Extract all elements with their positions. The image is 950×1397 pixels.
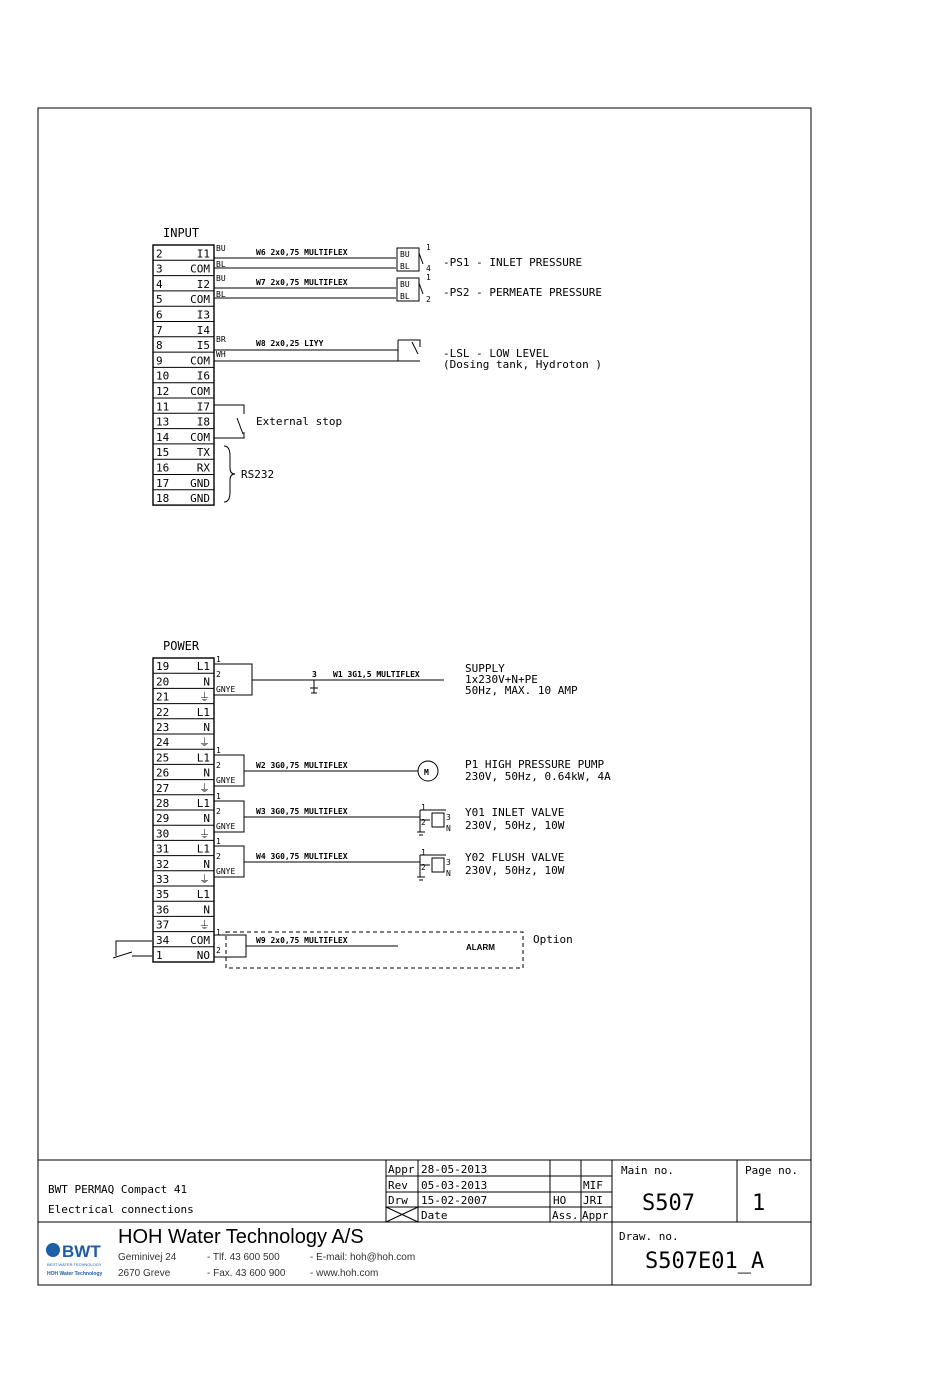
w7-bu: BU <box>216 274 226 283</box>
valve1-coil-n: N <box>446 824 451 833</box>
power-terminal-label: ⏚ <box>199 781 210 795</box>
bwt-logo-icon <box>46 1243 60 1257</box>
ps2-pin2: 2 <box>426 295 431 304</box>
supply-gnye: GNYE <box>216 685 236 694</box>
w4-label: W4 3G0,75 MULTIFLEX <box>256 852 348 861</box>
main-no-label: Main no. <box>621 1164 674 1177</box>
rev-initials: MIF <box>583 1179 603 1192</box>
power-terminal-number: 29 <box>156 812 170 826</box>
power-terminal-label: L1 <box>196 888 210 902</box>
power-terminal-label: L1 <box>196 842 210 856</box>
w6-bl: BL <box>216 260 226 269</box>
alarm-pin2: 2 <box>216 946 221 955</box>
ps2-label: -PS2 - PERMEATE PRESSURE <box>443 286 602 299</box>
tb-cross <box>386 1207 418 1222</box>
power-terminal-label: ⏚ <box>199 736 210 750</box>
draw-no-label: Draw. no. <box>619 1230 679 1243</box>
input-title: INPUT <box>163 226 200 240</box>
pump-line2: 230V, 50Hz, 0.64kW, 4A <box>465 770 611 783</box>
power-terminal-number: 27 <box>156 781 170 795</box>
power-terminal-number: 23 <box>156 721 170 734</box>
input-terminal-label: I7 <box>196 400 210 414</box>
pump-line1: P1 HIGH PRESSURE PUMP <box>465 758 605 771</box>
w7-bl: BL <box>216 290 226 299</box>
valve2-coil-pin2: 2 <box>421 863 426 872</box>
input-terminal-label: I3 <box>196 308 210 322</box>
input-terminal-label: GND <box>190 492 210 506</box>
pump-motor-letter: M <box>424 768 429 777</box>
external-stop-label: External stop <box>256 415 343 428</box>
drawing-frame <box>38 108 811 1285</box>
valve2-line2: 230V, 50Hz, 10W <box>465 864 565 877</box>
power-terminal-label: N <box>203 812 210 826</box>
page-no: 1 <box>752 1191 766 1216</box>
lsl-label: -LSL - LOW LEVEL <box>443 347 549 360</box>
alarm-relay-contact <box>113 941 152 958</box>
input-terminal-label: GND <box>190 476 210 490</box>
supply-earth <box>310 680 318 693</box>
power-terminal-label: N <box>203 675 210 689</box>
input-terminal-label: TX <box>196 446 210 460</box>
power-terminal-number: 28 <box>156 797 170 810</box>
valve1-coil-pin1: 1 <box>421 803 426 812</box>
input-terminal-label: I2 <box>196 277 210 291</box>
valve2-gnye: GNYE <box>216 867 236 876</box>
input-terminal-number: 16 <box>156 461 170 475</box>
rev-label: Rev <box>388 1179 408 1192</box>
w8-wh: WH <box>216 350 226 359</box>
input-terminal-number: 18 <box>156 492 170 506</box>
power-terminal-number: 37 <box>156 918 170 932</box>
power-terminal-number: 24 <box>156 736 170 750</box>
power-terminal-label: L1 <box>196 751 210 765</box>
ps1-label: -PS1 - INLET PRESSURE <box>443 256 583 269</box>
date-col-label: Date <box>421 1209 448 1222</box>
power-terminal-label: ⏚ <box>199 690 210 704</box>
ps1-bu: BU <box>400 250 410 259</box>
supply-line3: 50Hz, MAX. 10 AMP <box>465 684 578 697</box>
power-terminal-number: 20 <box>156 675 170 689</box>
valve2-pin2: 2 <box>216 852 221 861</box>
ps2-bl: BL <box>400 292 410 301</box>
rs232-label: RS232 <box>241 468 275 481</box>
power-terminal-label: L1 <box>196 705 210 719</box>
alarm-label: ALARM <box>466 943 495 952</box>
input-terminal-label: I4 <box>196 323 210 337</box>
input-terminal-number: 15 <box>156 446 170 460</box>
valve1-gnye: GNYE <box>216 822 236 831</box>
w8-label: W8 2x0,25 LIYY <box>256 339 324 348</box>
ass-col-label: Ass. <box>552 1209 579 1222</box>
input-terminal-label: COM <box>190 293 210 307</box>
input-terminal-number: 12 <box>156 385 170 398</box>
w9-label: W9 2x0,75 MULTIFLEX <box>256 936 348 945</box>
page-no-label: Page no. <box>745 1164 798 1177</box>
power-terminal-label: N <box>203 903 210 917</box>
input-terminal-number: 2 <box>156 247 163 261</box>
main-no: S507 <box>642 1191 695 1216</box>
input-terminal-label: I6 <box>196 369 210 383</box>
input-terminal-label: COM <box>190 354 210 368</box>
power-terminal-number: 31 <box>156 842 170 856</box>
valve1-line2: 230V, 50Hz, 10W <box>465 819 565 832</box>
valve2-coil-pin3: 3 <box>446 858 451 867</box>
valve2-coil-n: N <box>446 869 451 878</box>
product-name: BWT PERMAQ Compact 41 <box>48 1183 188 1196</box>
input-terminal-number: 8 <box>156 339 163 353</box>
alarm-pin1: 1 <box>216 928 221 937</box>
power-terminal-label: N <box>203 766 210 780</box>
input-terminal-label: COM <box>190 430 210 444</box>
power-terminal-label: ⏚ <box>199 873 210 886</box>
w6-label: W6 2x0,75 MULTIFLEX <box>256 248 348 257</box>
lsl-switch <box>398 340 420 361</box>
input-terminal-label: I1 <box>196 247 210 261</box>
input-terminal-number: 17 <box>156 476 170 490</box>
external-stop-switch <box>214 405 244 438</box>
power-terminal-label: N <box>203 721 210 734</box>
power-terminal-number: 26 <box>156 766 170 780</box>
phone: - Tlf. 43 600 500 <box>207 1252 280 1263</box>
input-terminal-number: 6 <box>156 308 163 322</box>
input-terminal-number: 14 <box>156 430 170 444</box>
pump-gnye: GNYE <box>216 776 236 785</box>
power-terminal-number: 36 <box>156 903 170 917</box>
input-terminal-number: 10 <box>156 369 170 383</box>
draw-no: S507E01_A <box>645 1249 765 1274</box>
drawing-subtitle: Electrical connections <box>48 1203 194 1216</box>
w6-bu: BU <box>216 244 226 253</box>
valve1-pin2: 2 <box>216 807 221 816</box>
power-terminal-number: 25 <box>156 751 170 765</box>
power-terminal-label: ⏚ <box>199 827 210 841</box>
ps2-bu: BU <box>400 280 410 289</box>
power-terminal-number: 30 <box>156 827 170 841</box>
input-terminal-number: 13 <box>156 415 170 429</box>
input-terminal-label: I5 <box>196 339 210 353</box>
supply-line2: 1x230V+N+PE <box>465 673 538 686</box>
appr-label: Appr <box>388 1163 415 1176</box>
appr-col-label: Appr <box>582 1209 609 1222</box>
power-title: POWER <box>163 639 200 653</box>
drw-ho: HO <box>553 1194 567 1207</box>
power-terminal-label: COM <box>190 933 210 947</box>
pump-pin1: 1 <box>216 746 221 755</box>
website: - www.hoh.com <box>310 1268 379 1279</box>
power-terminal-label: L1 <box>196 660 210 674</box>
power-terminal-number: 21 <box>156 690 170 704</box>
bwt-logo-sub2: HOH Water Technology <box>47 1271 103 1277</box>
power-terminal-number: 35 <box>156 888 170 902</box>
lsl-sublabel: (Dosing tank, Hydroton ) <box>443 358 602 371</box>
valve2-line1: Y02 FLUSH VALVE <box>465 851 565 864</box>
option-label: Option <box>533 933 573 946</box>
power-terminal-label: L1 <box>196 797 210 810</box>
fax: - Fax. 43 600 900 <box>207 1268 286 1279</box>
ps1-pin1: 1 <box>426 243 431 252</box>
power-terminal-label: ⏚ <box>199 918 210 932</box>
ps1-contact <box>419 253 423 264</box>
input-terminal-number: 9 <box>156 354 163 368</box>
input-terminal-label: COM <box>190 385 210 398</box>
w1-label: W1 3G1,5 MULTIFLEX <box>333 670 420 679</box>
w2-label: W2 3G0,75 MULTIFLEX <box>256 761 348 770</box>
bwt-logo-text: BWT <box>62 1242 101 1261</box>
w7-label: W7 2x0,75 MULTIFLEX <box>256 278 348 287</box>
input-terminal-number: 4 <box>156 277 163 291</box>
input-terminal-number: 7 <box>156 323 163 337</box>
address-line2: 2670 Greve <box>118 1268 171 1279</box>
valve2-pin1: 1 <box>216 837 221 846</box>
input-terminal-label: RX <box>196 461 210 475</box>
power-terminal-number: 19 <box>156 660 170 674</box>
valve2-coil-pin1: 1 <box>421 848 426 857</box>
address-line1: Geminivej 24 <box>118 1252 177 1263</box>
input-terminal-number: 5 <box>156 293 163 307</box>
input-terminal-number: 11 <box>156 400 170 414</box>
power-terminal-label: N <box>203 857 210 871</box>
input-terminal-label: I8 <box>196 415 210 429</box>
input-terminal-strip <box>153 245 214 505</box>
valve1-coil-pin2: 2 <box>421 818 426 827</box>
input-terminal-number: 3 <box>156 262 163 276</box>
valve1-pin1: 1 <box>216 792 221 801</box>
appr-date: 28-05-2013 <box>421 1163 488 1176</box>
supply-pin2: 2 <box>216 670 221 679</box>
ps1-pin4: 4 <box>426 264 431 273</box>
supply-line1: SUPPLY <box>465 662 505 675</box>
ps2-contact <box>419 283 423 294</box>
bwt-logo-sub: BEST WATER TECHNOLOGY <box>47 1262 102 1267</box>
drw-label: Drw <box>388 1194 408 1207</box>
input-terminal-label: COM <box>190 262 210 276</box>
power-terminal-number: 33 <box>156 873 170 886</box>
w8-br: BR <box>216 335 226 344</box>
rev-date: 05-03-2013 <box>421 1179 488 1192</box>
valve1-coil-pin3: 3 <box>446 813 451 822</box>
power-terminal-number: 34 <box>156 933 170 947</box>
power-terminal-label: NO <box>196 949 210 962</box>
w3-label: W3 3G0,75 MULTIFLEX <box>256 807 348 816</box>
drw-initials: JRI <box>583 1194 603 1207</box>
power-terminal-number: 22 <box>156 705 170 719</box>
pump-pin2: 2 <box>216 761 221 770</box>
ps2-pin1: 1 <box>426 273 431 282</box>
email: - E-mail: hoh@hoh.com <box>310 1252 416 1263</box>
fuse-pin: 3 <box>312 670 317 679</box>
power-terminal-number: 1 <box>156 949 163 962</box>
company-name: HOH Water Technology A/S <box>118 1226 364 1248</box>
valve1-line1: Y01 INLET VALVE <box>465 806 565 819</box>
supply-pin1: 1 <box>216 655 221 664</box>
power-terminal-number: 32 <box>156 857 170 871</box>
power-terminal-strip <box>153 658 214 962</box>
ps1-bl: BL <box>400 262 410 271</box>
rs232-brace <box>224 446 235 502</box>
drw-date: 15-02-2007 <box>421 1194 488 1207</box>
